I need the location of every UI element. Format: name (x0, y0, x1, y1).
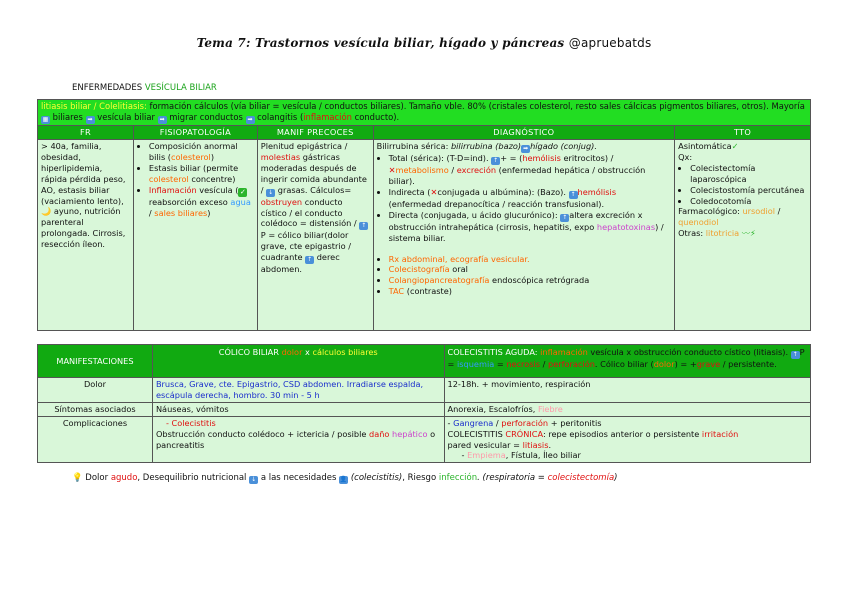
colecistitis-cell: 12-18h. + movimiento, respiración (444, 378, 810, 403)
title-main: Tema 7: Trastornos vesícula biliar, hígado y páncreas (196, 36, 565, 50)
header-manif: MANIF PRECOCES (257, 126, 373, 140)
list-item: • Rx abdominal, ecografía vesicular. (389, 254, 672, 265)
check-icon: ✓ (240, 187, 246, 196)
header-colecistitis: COLECISTITIS AGUDA: inflamación vesícula x obstrucción conducto cístico (litiasis). ↑ P = isquemia = necrosis / perforación. Cólico biliar (dolor) = +grave / persistente. (444, 345, 810, 378)
manif-cell: Plenitud epigástrica / molestias gástricas moderadas después de ingerir comida abundante / ↓ grasas. Cálculos= obstruyen conducto cístico / el conducto colédoco = distensión / ↑ P = cólico biliar(dolor grave, cte epigastrio / cuadrante ↑ derec abdomen. (257, 140, 373, 331)
content-row (38, 140, 811, 331)
list-item: • Coledocotomía (690, 196, 807, 207)
fr-cell: > 40a, familia, obesidad, hiperlipidemia, rápida pérdida peso, AO, estasis biliar (vaciamiento lento), 🌙 ayuno, nutrición parenteral prolongada. Cirrosis, resección íleon. (38, 140, 134, 331)
list-item: • Colecistografía oral (389, 264, 672, 275)
arrow-right-icon: ➡ (523, 145, 529, 152)
fisio-cell (133, 140, 257, 331)
tto-cell: Asintomática✓ Qx: • Colecistectomía laparoscópica • Colecistostomía percutánea • Coledocotomía Farmacológico: ursodiol / quenodiol Otras: litotricia 〰⚡ (675, 140, 811, 331)
header-row (38, 345, 811, 378)
definition-band (38, 100, 811, 126)
cross-icon: ✕ (430, 186, 438, 197)
arrow-right-icon: ➡ (87, 116, 93, 124)
person-icon: 👤 (339, 476, 348, 483)
header-row (38, 126, 811, 140)
list-item: • Colecistostomía percutánea (690, 185, 807, 196)
arrow-right-icon: ➡ (247, 116, 253, 124)
list-item: • Composición anormal bilis (colesterol) (149, 141, 254, 163)
header-fisio: FISIOPATOLOGÍA (133, 126, 257, 140)
table-row (38, 416, 811, 463)
list-item: • Indirecta (✕conjugada u albúmina): (Bazo). ↑ hemólisis (enfermedad drepanocítica / reacción transfusional). (389, 187, 672, 210)
manifestations-table (37, 344, 811, 463)
colico-cell: Náuseas, vómitos (152, 402, 444, 416)
table-row (38, 402, 811, 416)
header-diag: DIAGNÓSTICO (373, 126, 675, 140)
list-item: • Inflamación vesícula ( ✓reabsorción exceso agua / sales biliares) (149, 185, 254, 219)
cross-icon: ✕ (388, 165, 396, 175)
moon-icon: 🌙 (41, 206, 52, 217)
check-icon: ✓ (731, 141, 739, 151)
header-fr: FR (38, 126, 134, 140)
row-label: Dolor (38, 378, 153, 403)
list-item: • TAC (contraste) (389, 286, 672, 297)
row-label: Síntomas asociados (38, 402, 153, 416)
list-item: • Colangiopancreatografía endoscópica retrógrada (389, 275, 672, 286)
definition-cell: litiasis biliar / Colelitiasis: formación cálculos (vía biliar = vesícula / conductos biliares). Tamaño vble. 80% (cristales colesterol, resto sales cálcicas pigmentos biliares, otros). Mayoría ▦ biliares ➡ vesícula biliar ➡ migrar conductos ➡ colangitis (inflamación conducto). (38, 100, 811, 126)
lightning-icon: 〰⚡ (741, 228, 756, 239)
colecistitis-cell: Anorexia, Escalofríos, Fiebre (444, 402, 810, 416)
arrow-up-icon: ↑ (792, 351, 798, 358)
arrow-right-icon: ➡ (159, 116, 165, 124)
arrow-down-icon: ↓ (251, 476, 257, 483)
footer-note: 💡 Dolor agudo, Desequilibrio nutricional ↓ a las necesidades 👤 (colecistitis), Riesgo infección. (respiratoria = colecistectomía) (72, 473, 618, 483)
header-tto: TTO (675, 126, 811, 140)
section-label-accent: VESÍCULA BILIAR (144, 83, 217, 93)
header-colico: CÓLICO BILIAR dolor x cálculos biliares (152, 345, 444, 378)
arrow-up-icon: ↑ (562, 213, 568, 221)
section-heading (72, 83, 217, 93)
section-label: ENFERMEDADES (72, 83, 143, 93)
row-label: Complicaciones (38, 416, 153, 463)
lightbulb-icon: 💡 (72, 473, 83, 483)
arrow-icon: ↓ (268, 188, 274, 196)
title-handle: @apruebatds (568, 36, 652, 50)
page-title (0, 36, 848, 50)
arrow-up-icon: ↑ (570, 190, 576, 198)
colico-cell: Brusca, Grave, cte. Epigastrio, CSD abdomen. Irradiarse espalda, escápula derecha, hombro. 30 min - 5 h (152, 378, 444, 403)
diag-cell: Bilirrubina sérica: bilirrubina (bazo) ➡ hígado (conjug). • Total (sérica): (T-D=ind). ↑ + = (hemólisis eritrocitos) / ✕metabolismo / excreción (enfermedad hepática / obstrucción biliar). • Indirecta (✕conjugada u albúmina): (Bazo). ↑ hemólisis (enfermedad drepanocítica / reacción transfusional). • Directa (conjugada, u ácido glucurónico): ↑ altera excreción x obstrucción intrahepática (cirrosis, hepatitis, expo hepatotoxinas) / sistema biliar. • Rx abdominal, ecografía vesicular. • Colecistografía oral • Colangiopancreatografía endoscópica retrógrada • TAC (contraste) (373, 140, 675, 331)
arrow-up-icon: ↑ (361, 222, 367, 230)
list-item: • Colecistectomía laparoscópica (690, 163, 807, 185)
arrow-up-icon: ↑ (307, 256, 313, 264)
arrow-up-icon: ↑ (493, 157, 499, 164)
list-item: • Total (sérica): (T-D=ind). ↑ + = (hemólisis eritrocitos) / ✕metabolismo / excreción (enfermedad hepática / obstrucción biliar). (389, 153, 672, 187)
colico-cell: - Colecistitis Obstrucción conducto colédoco + ictericia / posible daño hepático o pancreatitis (152, 416, 444, 463)
colecistitis-cell: - Gangrena / perforación + peritonitis COLECISTITIS CRÓNICA: repe episodios anterior o persistente irritación pared vesicular = litiasis. - Empiema, Fístula, Íleo biliar (444, 416, 810, 463)
header-manifestaciones: MANIFESTACIONES (38, 345, 153, 378)
list-item: • Estasis biliar (permite colesterol concentre) (149, 163, 254, 185)
list-item: • Directa (conjugada, u ácido glucurónico): ↑ altera excreción x obstrucción intrahepática (cirrosis, hepatitis, expo hepatotoxinas) / sistema biliar. (389, 210, 672, 244)
arrow-icon: ▦ (42, 116, 49, 124)
gallbladder-table (37, 99, 811, 331)
table-row (38, 378, 811, 403)
